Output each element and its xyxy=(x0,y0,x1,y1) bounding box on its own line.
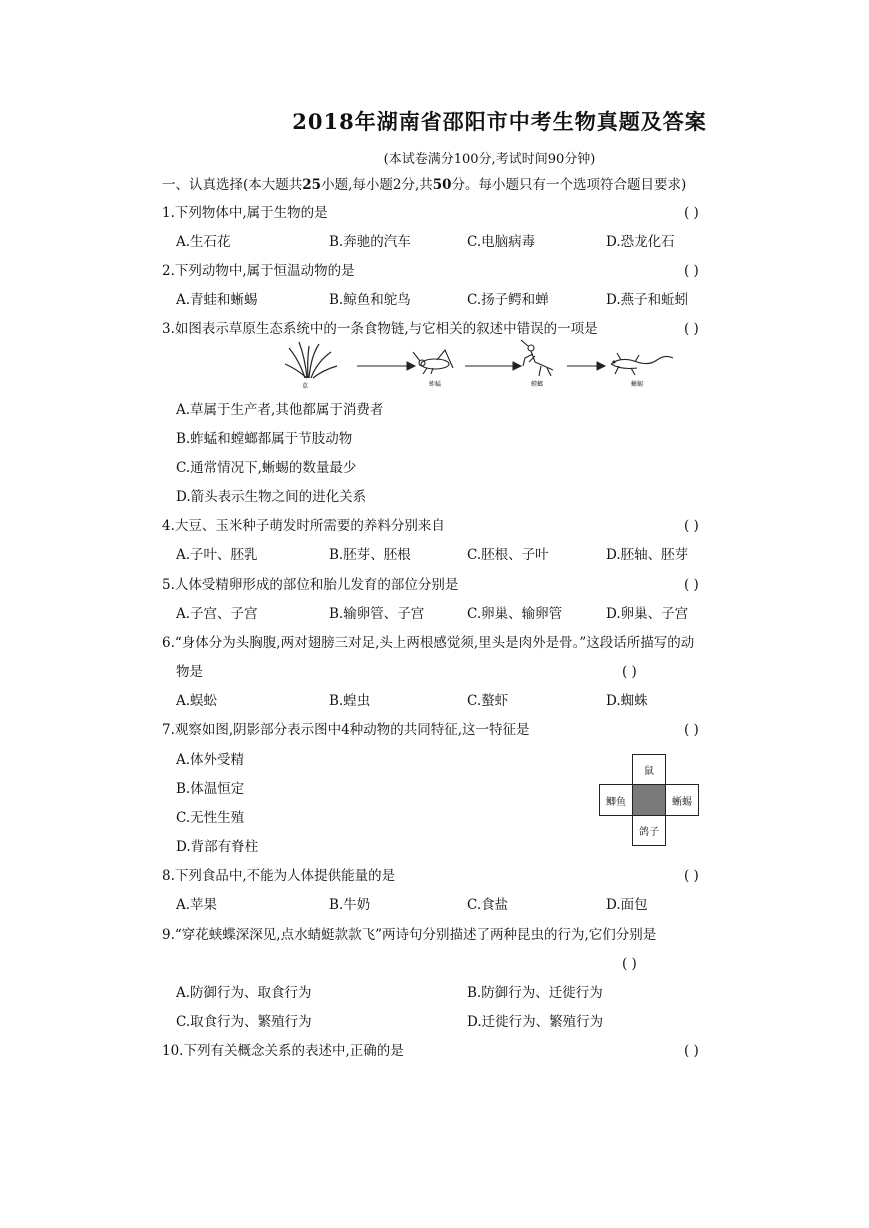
option-a: A.子宫、子宫 xyxy=(176,606,258,622)
answer-paren: ( ) xyxy=(684,518,699,534)
option-c: C.胚根、子叶 xyxy=(467,547,549,563)
option-b: B.鲸鱼和鸵鸟 xyxy=(329,292,411,308)
answer-paren: ( ) xyxy=(684,321,699,337)
grid-cell-top: 鼠 xyxy=(632,754,666,785)
option-d: D.箭头表示生物之间的进化关系 xyxy=(176,489,367,505)
question-3-stem: 3.如图表示草原生态系统中的一条食物链,与它相关的叙述中错误的一项是 xyxy=(162,321,598,337)
option-b: B.胚芽、胚根 xyxy=(329,547,411,563)
grasshopper-icon xyxy=(413,350,453,374)
grid-cell-right: 蜥蜴 xyxy=(665,784,699,816)
option-a: A.草属于生产者,其他都属于消费者 xyxy=(176,402,384,418)
page-title: 2018年湖南省邵阳市中考生物真题及答案 xyxy=(292,109,707,134)
venn-cross-diagram xyxy=(599,754,699,846)
option-a: A.子叶、胚乳 xyxy=(176,547,258,563)
question-2-stem: 2.下列动物中,属于恒温动物的是 xyxy=(162,263,355,279)
question-4-stem: 4.大豆、玉米种子萌发时所需要的养料分别来自 xyxy=(162,518,445,534)
option-c: C.通常情况下,蜥蜴的数量最少 xyxy=(176,460,357,476)
answer-paren: ( ) xyxy=(622,664,637,680)
question-10-stem: 10.下列有关概念关系的表述中,正确的是 xyxy=(162,1043,404,1059)
answer-paren: ( ) xyxy=(684,577,699,593)
option-b: B.体温恒定 xyxy=(176,781,245,797)
option-a: A.青蛙和蜥蜴 xyxy=(176,292,258,308)
answer-paren: ( ) xyxy=(684,205,699,221)
option-c: C.取食行为、繁殖行为 xyxy=(176,1014,312,1030)
grid-cell-bottom: 鸽子 xyxy=(632,815,666,846)
option-d: D.面包 xyxy=(606,897,648,913)
question-7-stem: 7.观察如图,阴影部分表示图中4种动物的共同特征,这一特征是 xyxy=(162,722,530,738)
option-c: C.无性生殖 xyxy=(176,810,245,826)
option-c: C.卵巢、输卵管 xyxy=(467,606,563,622)
option-b: B.蝗虫 xyxy=(329,693,371,709)
option-d: D.蜘蛛 xyxy=(606,693,648,709)
question-9-stem: 9.“穿花蛱蝶深深见,点水蜻蜓款款飞”两诗句分别描述了两种昆虫的行为,它们分别是 xyxy=(162,927,657,943)
option-b: B.防御行为、迁徙行为 xyxy=(467,985,603,1001)
option-a: A.苹果 xyxy=(176,897,218,913)
lizard-label: 蜥蜴 xyxy=(630,381,644,388)
option-c: C.螯虾 xyxy=(467,693,509,709)
option-d: D.胚轴、胚芽 xyxy=(606,547,689,563)
option-b: B.蚱蜢和螳螂都属于节肢动物 xyxy=(176,431,353,447)
question-6-stem-continued: 物是 xyxy=(176,664,203,680)
option-a: A.防御行为、取食行为 xyxy=(176,985,312,1001)
question-1-stem: 1.下列物体中,属于生物的是 xyxy=(162,205,328,221)
option-c: C.电脑病毒 xyxy=(467,234,536,250)
answer-paren: ( ) xyxy=(684,1043,699,1059)
option-d: D.迁徙行为、繁殖行为 xyxy=(467,1014,604,1030)
option-d: D.恐龙化石 xyxy=(606,234,675,250)
option-b: B.奔驰的汽车 xyxy=(329,234,411,250)
question-6-stem: 6.“身体分为头胸腹,两对翅膀三对足,头上两根感觉须,里头是肉外是骨。”这段话所描写的动 xyxy=(162,635,695,651)
option-b: B.输卵管、子宫 xyxy=(329,606,425,622)
grid-cell-left: 鲫鱼 xyxy=(599,784,633,816)
page-subtitle: (本试卷满分100分,考试时间90分钟) xyxy=(383,152,596,167)
grass-label: 草 xyxy=(301,383,309,390)
mantis-label: 螳螂 xyxy=(530,381,544,388)
option-a: A.生石花 xyxy=(176,234,231,250)
answer-paren: ( ) xyxy=(684,263,699,279)
grasshopper-label: 蚱蜢 xyxy=(428,381,442,388)
answer-paren: ( ) xyxy=(622,956,637,972)
lizard-icon xyxy=(611,353,673,375)
option-d: D.背部有脊柱 xyxy=(176,839,259,855)
grid-cell-shaded xyxy=(632,784,666,816)
option-d: D.燕子和蚯蚓 xyxy=(606,292,689,308)
answer-paren: ( ) xyxy=(684,868,699,884)
section-heading: 一、认真选择(本大题共25小题,每小题2分,共50分。每小题只有一个选项符合题目要求) xyxy=(162,177,687,193)
arrow-icon xyxy=(567,362,605,370)
mantis-icon xyxy=(521,340,553,376)
question-8-stem: 8.下列食品中,不能为人体提供能量的是 xyxy=(162,868,396,884)
option-a: A.体外受精 xyxy=(176,752,245,768)
question-5-stem: 5.人体受精卵形成的部位和胎儿发育的部位分别是 xyxy=(162,577,459,593)
option-a: A.蜈蚣 xyxy=(176,693,218,709)
arrow-icon xyxy=(465,362,521,370)
option-d: D.卵巢、子宫 xyxy=(606,606,689,622)
answer-paren: ( ) xyxy=(684,722,699,738)
option-c: C.扬子鳄和蝉 xyxy=(467,292,549,308)
food-chain-diagram xyxy=(285,340,675,390)
arrow-icon xyxy=(357,362,415,370)
option-c: C.食盐 xyxy=(467,897,509,913)
grass-icon xyxy=(285,342,337,378)
option-b: B.牛奶 xyxy=(329,897,371,913)
